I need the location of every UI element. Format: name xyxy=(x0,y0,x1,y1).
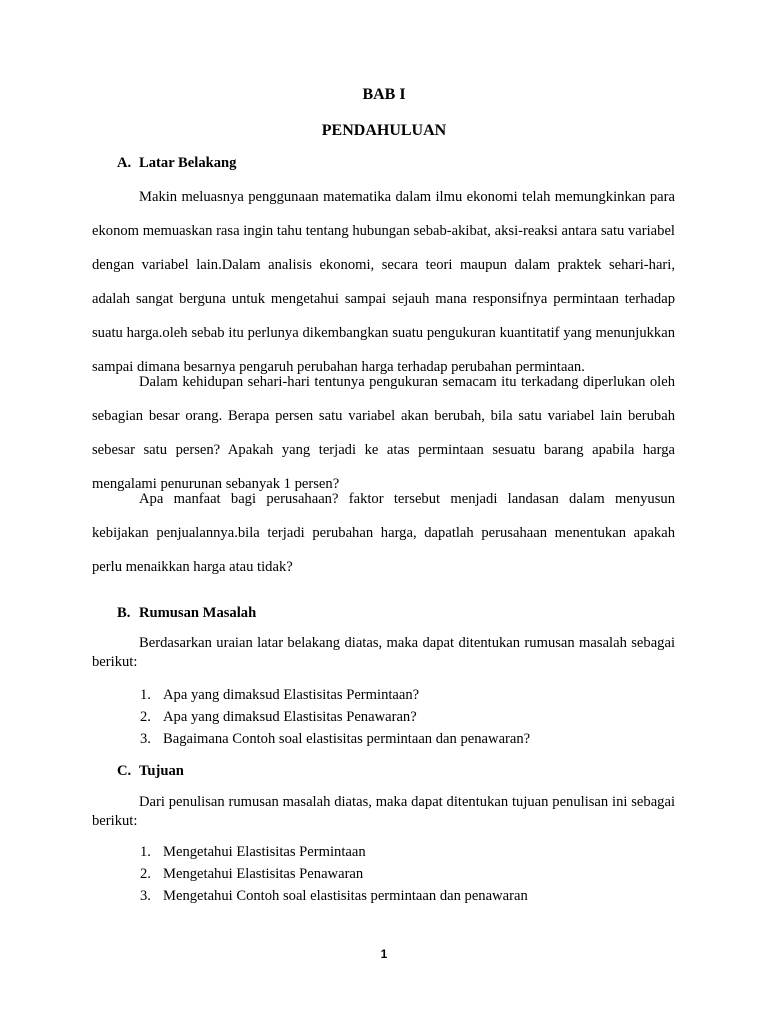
list-item-text: Apa yang dimaksud Elastisitas Permintaan? xyxy=(163,687,420,703)
section-b-list xyxy=(140,684,530,750)
section-b-title: Rumusan Masalah xyxy=(139,605,257,621)
section-b-intro: Berdasarkan uraian latar belakang diatas, maka dapat ditentukan rumusan masalah sebagai berikut: xyxy=(92,635,675,670)
section-a-paragraph-1: Makin meluasnya penggunaan matematika dalam ilmu ekonomi telah memungkinkan para ekonom memuaskan rasa ingin tahu tentang hubungan sebab-akibat, aksi-reaksi antara satu variabel dengan variabel lain.Dalam analisis ekonomi, secara teori maupun dalam praktek sehari-hari, adalah sangat berguna untuk mengetahui sampai sejauh mana responsifnya permintaan terhadap suatu harga.oleh sebab itu perlunya dikembangkan suatu pengukuran kuantitatif yang menunjukkan sampai dimana besarnya pengaruh perubahan harga terhadap perubahan permintaan. xyxy=(92,189,675,375)
section-c-heading xyxy=(117,763,184,780)
list-item-number: 1. xyxy=(140,844,151,860)
section-b-heading xyxy=(117,605,256,622)
section-c-marker: C. xyxy=(117,763,132,779)
list-item-number: 1. xyxy=(140,687,151,703)
list-item-number: 3. xyxy=(140,888,151,904)
list-item xyxy=(140,841,528,863)
section-c-intro: Dari penulisan rumusan masalah diatas, maka dapat ditentukan tujuan penulisan ini sebagai berikut: xyxy=(92,794,675,829)
section-c-list xyxy=(140,841,528,907)
list-item xyxy=(140,885,528,907)
section-a-title: Latar Belakang xyxy=(139,155,237,171)
page-number: 1 xyxy=(380,947,388,961)
list-item-text: Bagaimana Contoh soal elastisitas permintaan dan penawaran? xyxy=(163,731,531,747)
list-item-number: 3. xyxy=(140,731,151,747)
list-item-text: Mengetahui Contoh soal elastisitas permintaan dan penawaran xyxy=(163,888,528,904)
chapter-title: PENDAHULUAN xyxy=(321,122,447,139)
section-a-paragraph-3: Apa manfaat bagi perusahaan? faktor tersebut menjadi landasan dalam menyusun kebijakan penjualannya.bila terjadi perubahan harga, dapatlah perusahaan menentukan apakah perlu menaikkan harga atau tidak? xyxy=(92,491,675,575)
list-item-text: Apa yang dimaksud Elastisitas Penawaran? xyxy=(163,709,417,725)
section-a-marker: A. xyxy=(117,155,132,171)
list-item-number: 2. xyxy=(140,866,151,882)
list-item-number: 2. xyxy=(140,709,151,725)
list-item-text: Mengetahui Elastisitas Penawaran xyxy=(163,866,364,882)
section-a-paragraph-2: Dalam kehidupan sehari-hari tentunya pengukuran semacam itu terkadang diperlukan oleh sebagian besar orang. Berapa persen satu variabel akan berubah, bila satu variabel lain berubah sebesar satu persen? Apakah yang terjadi ke atas permintaan sesuatu barang apabila harga mengalami penurunan sebanyak 1 persen? xyxy=(92,374,675,492)
chapter-number: BAB I xyxy=(362,86,406,103)
section-a-heading xyxy=(117,155,236,172)
section-b-marker: B. xyxy=(117,605,131,621)
list-item xyxy=(140,863,528,885)
list-item xyxy=(140,684,530,706)
list-item xyxy=(140,706,530,728)
list-item xyxy=(140,728,530,750)
list-item-text: Mengetahui Elastisitas Permintaan xyxy=(163,844,366,860)
section-c-title: Tujuan xyxy=(139,763,184,779)
